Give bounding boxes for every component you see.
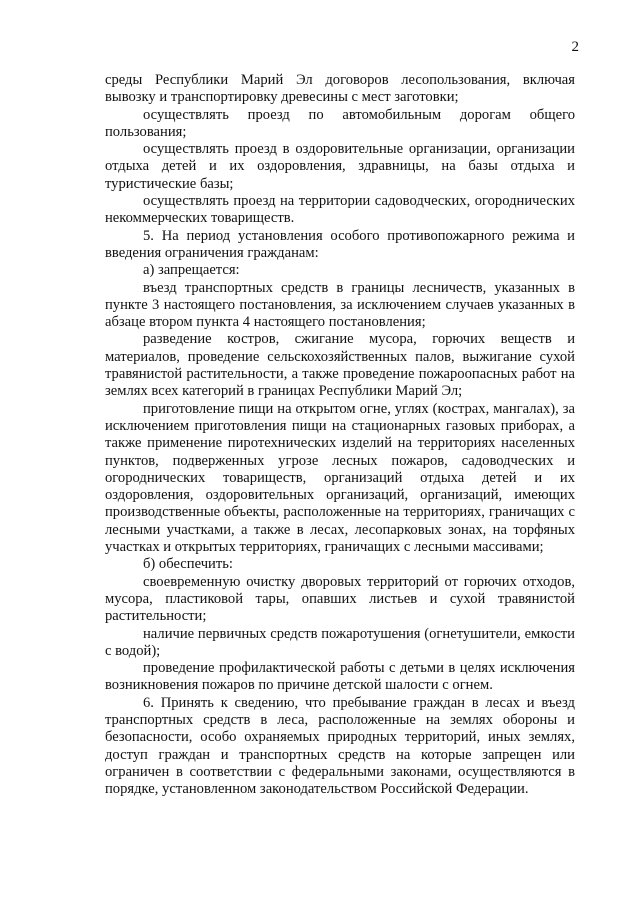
paragraph-open-fire-cooking: приготовление пищи на открытом огне, углях (кострах, мангалах), за исключением приготовления пищи на стационарных газовых приборах, а также применение пиротехнических изделий на территориях населенных пунктов, подверженных угрозе лесных пожаров, садоводческих и огороднических товариществ, организаций отдыха детей и их оздоровления, оздоровительных организаций, организаций, имеющих производственные объекты, расположенные на территориях, граничащих с лесными участками, а также в лесах, лесопарковых зонах, на торфяных участках и открытых территориях, граничащих с лесными массивами;	[105, 400, 575, 556]
paragraph-extinguishers: наличие первичных средств пожаротушения (огнетушители, емкости с водой);	[105, 625, 575, 659]
document-body	[105, 72, 575, 798]
paragraph-subitem-b: б) обеспечить:	[143, 556, 233, 573]
paragraph-bonfires: разведение костров, сжигание мусора, горючих веществ и материалов, проведение сельскохозяйственных палов, выжигание сухой травянистой растительности, а также проведение пожароопасных работ на землях всех категорий в границах Республики Марий Эл;	[105, 331, 575, 400]
paragraph-health-organizations: осуществлять проезд в оздоровительные организации, организации отдыха детей и их оздоровления, здравницы, на базы отдыха и туристические базы;	[105, 141, 575, 192]
paragraph-item-6: 6. Принять к сведению, что пребывание граждан в лесах и въезд транспортных средств в леса, расположенные на землях обороны и безопасности, особо охраняемых природных территорий, иных землях, доступ граждан и транспортных средств на которые запрещен или ограничен в соответствии с федеральными законами, осуществляются в порядке, установленном законодательством Российской Федерации.	[105, 694, 575, 798]
paragraph-vehicle-entry: въезд транспортных средств в границы лесничеств, указанных в пункте 3 настоящего постановления, за исключением случаев указанных в абзаце втором пункта 4 настоящего постановления;	[105, 279, 575, 331]
paragraph-yard-cleaning: своевременную очистку дворовых территорий от горючих отходов, мусора, пластиковой тары, опавших листьев и сухой травянистой растительности;	[105, 573, 575, 625]
paragraph-public-roads: осуществлять проезд по автомобильным дорогам общего пользования;	[105, 106, 575, 140]
paragraph-continuation: среды Республики Марий Эл договоров лесопользования, включая вывозку и транспортировку древесины с мест заготовки;	[105, 72, 575, 106]
paragraph-children-prevention: проведение профилактической работы с детьми в целях исключения возникновения пожаров по причине детской шалости с огнем.	[105, 660, 575, 694]
paragraph-garden-partnerships: осуществлять проезд на территории садоводческих, огороднических некоммерческих товариществ.	[105, 193, 575, 227]
page-number: 2	[571, 39, 579, 55]
paragraph-subitem-a: а) запрещается:	[143, 262, 240, 279]
paragraph-item-5: 5. На период установления особого противопожарного режима и введения ограничения гражданам:	[105, 227, 575, 261]
